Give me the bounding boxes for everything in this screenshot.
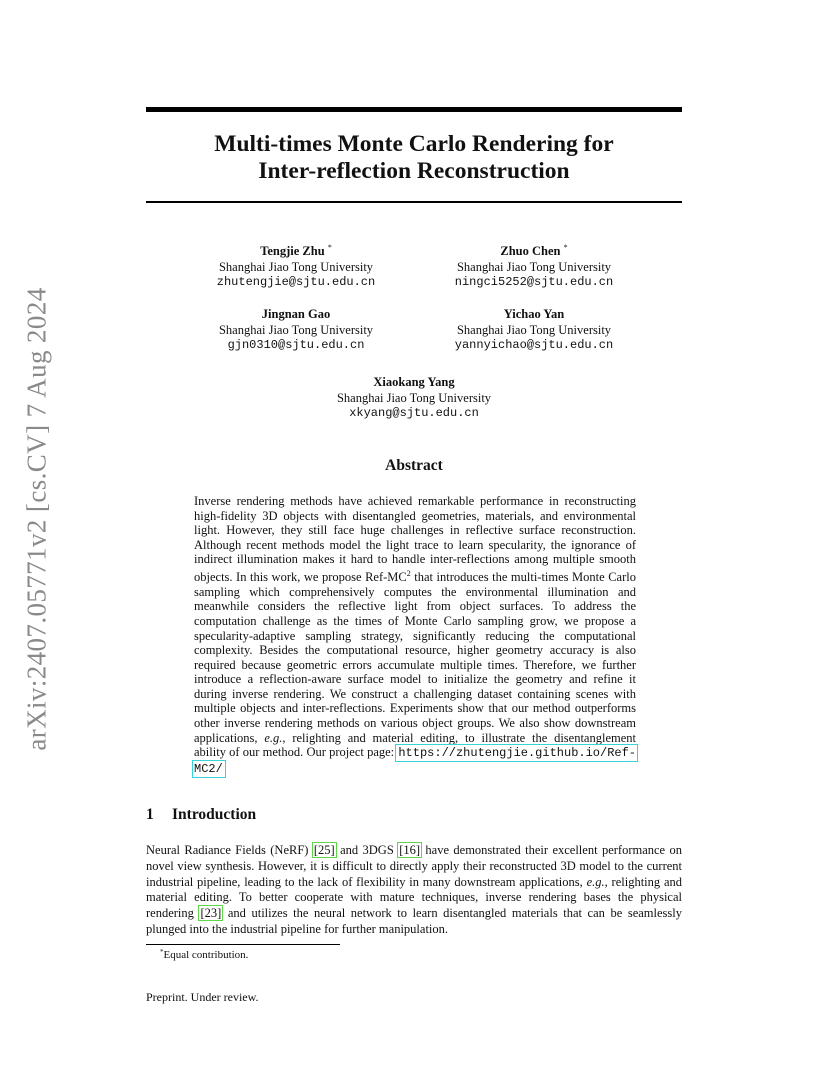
author-email: xkyang@sjtu.edu.cn (349, 406, 479, 420)
author-block (176, 307, 416, 354)
arxiv-identifier (14, 288, 60, 750)
title-line-2: Inter-reflection Reconstruction (258, 158, 570, 184)
title-top-rule (146, 107, 682, 112)
author-email: gjn0310@sjtu.edu.cn (227, 338, 365, 352)
author-affiliation: Shanghai Jiao Tong University (456, 259, 612, 274)
abstract-heading: Abstract (385, 457, 443, 474)
citation-link[interactable]: [25] (313, 843, 335, 857)
author-name: Xiaokang Yang (373, 375, 455, 389)
author-name: Jingnan Gao (261, 307, 331, 321)
author-email: zhutengjie@sjtu.edu.cn (216, 275, 376, 289)
preprint-note: Preprint. Under review. (146, 990, 259, 1004)
author-block (414, 307, 654, 354)
author-block (176, 240, 416, 291)
section-heading-introduction (146, 806, 256, 824)
arxiv-identifier-text: arXiv:2407.05771v2 [cs.CV] 7 Aug 2024 (21, 287, 52, 751)
author-affiliation: Shanghai Jiao Tong University (336, 390, 492, 405)
author-affiliation: Shanghai Jiao Tong University (456, 322, 612, 337)
author-name: Tengjie Zhu * (260, 243, 332, 258)
project-page-link[interactable]: https://zhutengjie.github.io/Ref-MC2/ (194, 746, 636, 776)
footnote: *Equal contribution. (160, 948, 249, 961)
footnote-rule (146, 944, 340, 945)
title-line-1: Multi-times Monte Carlo Rendering for (214, 131, 614, 157)
citation-link[interactable]: [23] (200, 906, 222, 921)
abstract-body: Inverse rendering methods have achieved remarkable performance in reconstructing high-fidelity 3D objects with disentangled geometries, materials, and environmental light. However, they still face huge challenges in reflective surface reconstruction. Although recent methods model the light trace to learn specularity, the ignorance of indirect illumination makes it hard to handle inter-reflections among multiple smooth objects. In this work, we propose Ref-$MC^2$ that introduces the multi-times Monte Carlo sampling which comprehensively computes the environmental illumination and meanwhile considers the reflective light from object surfaces. To address the computation challenge as the times of Monte Carlo sampling grow, we propose a specularity-adaptive sampling strategy, significantly reducing the computational complexity. Besides the computational resource, higher geometry accuracy is also required because geometric errors accumulate multiple times. Therefore, we further introduce a reflection-aware surface model to initialize the geometry and refine it during inverse rendering. We construct a challenging dataset containing scenes with multiple objects and inter-reflections. Experiments show that our method outperforms other inverse rendering methods on various object groups. We also show downstream applications, e.g., relighting and material editing, to illustrate the disentanglement ability of our method. Our project page: https://zhutengjie.github.io/Ref-MC2/ (194, 494, 636, 776)
author-email: yannyichao@sjtu.edu.cn (454, 338, 614, 352)
author-email: ningci5252@sjtu.edu.cn (454, 275, 614, 289)
title-bottom-rule (146, 201, 682, 203)
introduction-paragraph: Neural Radiance Fields (NeRF) [25] and 3DGS [16] have demonstrated their excellent performance on novel view synthesis. However, it is difficult to directly apply their reconstructed 3D model to the current industrial pipeline, leading to the lack of flexibility in many downstream applications, e.g., relighting and material editing. To better cooperate with mature techniques, inverse rendering bases the physical rendering [23] and utilizes the neural network to learn disentangled materials that can be seamlessly plunged into the industrial pipeline for further manipulation. (146, 843, 683, 936)
author-block (414, 240, 654, 291)
author-name: Yichao Yan (503, 307, 565, 321)
citation-link[interactable]: [16] (399, 843, 421, 857)
author-affiliation: Shanghai Jiao Tong University (218, 259, 374, 274)
paper-title (146, 131, 682, 185)
author-name: Zhuo Chen * (500, 243, 568, 258)
author-block (294, 375, 534, 422)
section-number: 1 (146, 806, 154, 823)
section-title: Introduction (172, 806, 257, 823)
author-affiliation: Shanghai Jiao Tong University (218, 322, 374, 337)
